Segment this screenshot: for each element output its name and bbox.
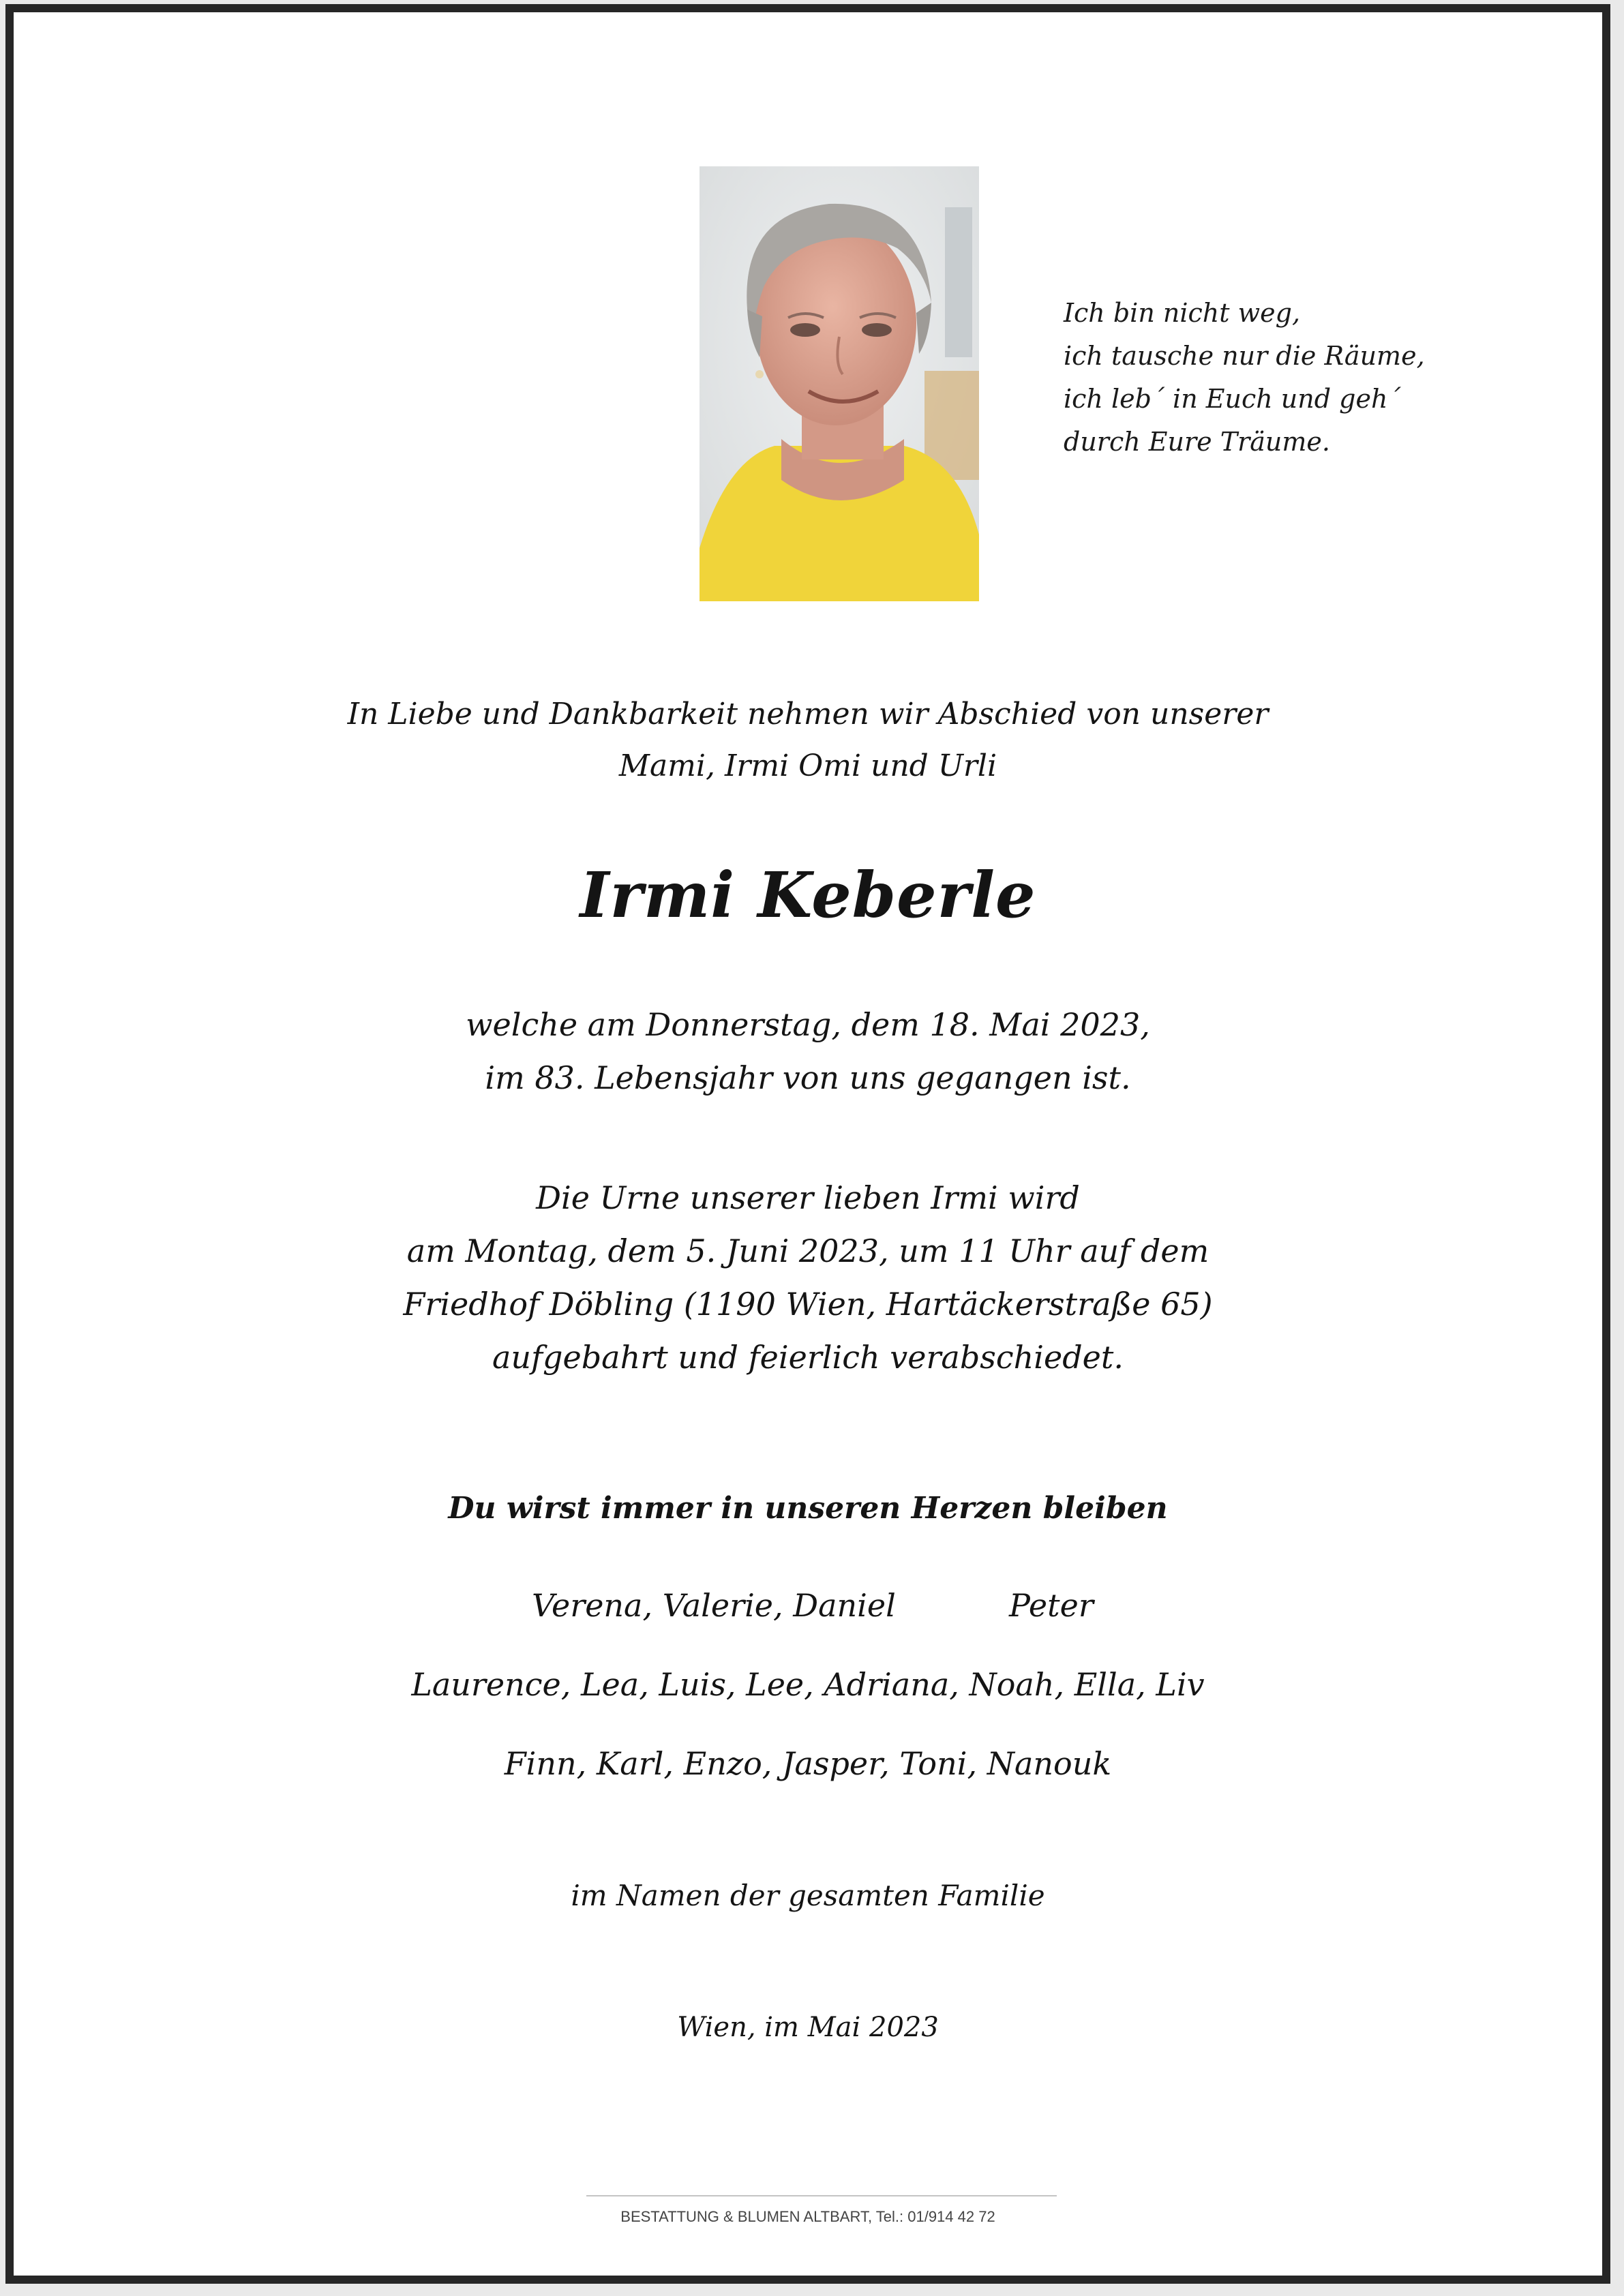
on-behalf-line: im Namen der gesamten Familie (571, 1879, 1045, 1912)
funeral-line: Friedhof Döbling (1190 Wien, Hartäckerstraße 65) (403, 1286, 1213, 1323)
poem-line: Ich bin nicht weg, (1064, 298, 1301, 328)
death-line: welche am Donnerstag, dem 18. Mai 2023, (466, 1006, 1150, 1043)
family-partner: Peter (1009, 1587, 1094, 1624)
funeral-details (14, 1171, 1602, 1384)
poem-line: ich leb´ in Euch und geh´ (1064, 384, 1401, 414)
intro-text (14, 689, 1602, 792)
family-children: Verena, Valerie, Daniel (532, 1587, 896, 1624)
place-date: Wien, im Mai 2023 (677, 2012, 939, 2043)
family-grandchildren: Laurence, Lea, Luis, Lee, Adriana, Noah, Ella, Liv (411, 1666, 1205, 1703)
footer-divider (586, 2195, 1057, 2196)
obituary-card (5, 4, 1610, 2284)
funeral-line: am Montag, dem 5. Juni 2023, um 11 Uhr auf dem (406, 1233, 1209, 1269)
motto: Du wirst immer in unseren Herzen bleiben (448, 1491, 1168, 1526)
deceased-name: Irmi Keberle (580, 858, 1036, 932)
family-great-grandchildren: Finn, Karl, Enzo, Jasper, Toni, Nanouk (504, 1745, 1112, 1782)
funeral-line: aufgebahrt und feierlich verabschiedet. (492, 1339, 1124, 1376)
footer-undertaker: BESTATTUNG & BLUMEN ALTBART, Tel.: 01/914 42 72 (620, 2208, 995, 2225)
intro-line: In Liebe und Dankbarkeit nehmen wir Abschied von unserer (347, 697, 1269, 731)
poem (1064, 292, 1425, 464)
poem-line: durch Eure Träume. (1064, 427, 1330, 457)
death-line: im 83. Lebensjahr von uns gegangen ist. (485, 1059, 1131, 1096)
funeral-line: Die Urne unserer lieben Irmi wird (536, 1179, 1080, 1216)
portrait-illustration (700, 166, 979, 601)
death-notice (14, 998, 1602, 1104)
intro-line: Mami, Irmi Omi und Urli (618, 749, 997, 783)
portrait-photo (700, 166, 979, 601)
poem-line: ich tausche nur die Räume, (1064, 341, 1425, 371)
